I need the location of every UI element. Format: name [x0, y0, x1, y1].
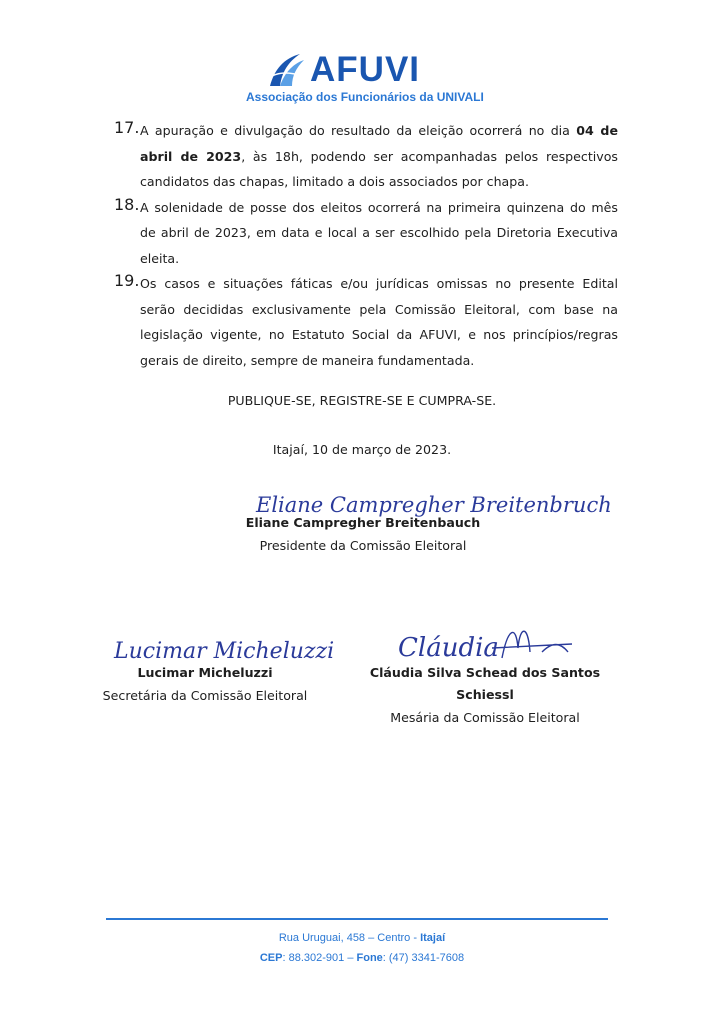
item-bold-date: 04 de abril de 2023 — [140, 123, 618, 164]
item-text: A solenidade de posse dos eleitos ocorrerá na primeira quinzena do mês de abril de 2023, em data e local a ser escolhido pela Diretoria Executiva eleita. — [140, 199, 618, 266]
mesaria-block — [350, 662, 620, 730]
list-item — [114, 118, 618, 195]
afuvi-swoosh-icon — [266, 52, 306, 90]
item-text: Os casos e situações fáticas e/ou jurídicas omissas no presente Edital serão decididas exclusivamente pela Comissão Eleitoral, com base na legislação vigente, no Estatuto Social da AFUVI, e nos princípios/regras gerais de direito, sempre de maneira fundamentada. — [140, 276, 618, 368]
president-name: Eliane Campregher Breitenbauch — [245, 515, 481, 530]
president-role: Presidente da Comissão Eleitoral — [259, 538, 467, 553]
brand-u: U — [358, 50, 385, 89]
closing-statement: PUBLIQUE-SE, REGISTRE-SE E CUMPRA-SE. — [227, 393, 497, 408]
mesaria-signature — [392, 618, 592, 668]
mesaria-name: Cláudia Silva Schead dos Santos Schiessl — [369, 665, 601, 702]
edital-items — [114, 118, 618, 373]
footer-cep-label: CEP — [259, 952, 283, 964]
svg-text:Lucimar Micheluzzi: Lucimar Micheluzzi — [114, 639, 335, 664]
list-item — [114, 271, 618, 373]
secretary-name: Lucimar Micheluzzi — [137, 665, 273, 680]
afuvi-logo — [240, 44, 500, 106]
svg-text:Cláudia: Cláudia — [398, 633, 499, 663]
secretary-block — [90, 662, 320, 708]
secretary-role: Secretária da Comissão Eleitoral — [102, 688, 308, 703]
footer-contact: CEP: 88.302-901 – Fone: (47) 3341-7608 — [259, 952, 465, 964]
place-date: Itajaí, 10 de março de 2023. — [272, 442, 452, 457]
list-item — [114, 195, 618, 272]
item-number: 19. — [114, 271, 140, 290]
footer-divider — [106, 918, 608, 920]
footer-phone-label: Fone — [356, 952, 383, 964]
mesaria-role: Mesária da Comissão Eleitoral — [390, 710, 580, 725]
svg-text:Eliane Campregher Breitenbruch: Eliane Campregher Breitenbruch — [256, 493, 612, 517]
brand-name: AFUVI — [310, 50, 421, 89]
item-number: 18. — [114, 194, 140, 214]
brand-subtitle: Associação dos Funcionários da UNIVALI — [246, 90, 484, 104]
footer-city: Itajaí — [420, 932, 446, 944]
item-text: A apuração e divulgação do resultado da eleição ocorrerá no dia 04 de abril de 2023, às 18h, podendo ser acompanhadas pelos respectivos candidatos das chapas, limitado a dois associados por chapa. — [140, 123, 618, 189]
item-number: 17. — [114, 118, 140, 137]
footer-address: Rua Uruguai, 458 – Centro - Itajaí — [278, 932, 446, 944]
president-block — [238, 512, 488, 558]
